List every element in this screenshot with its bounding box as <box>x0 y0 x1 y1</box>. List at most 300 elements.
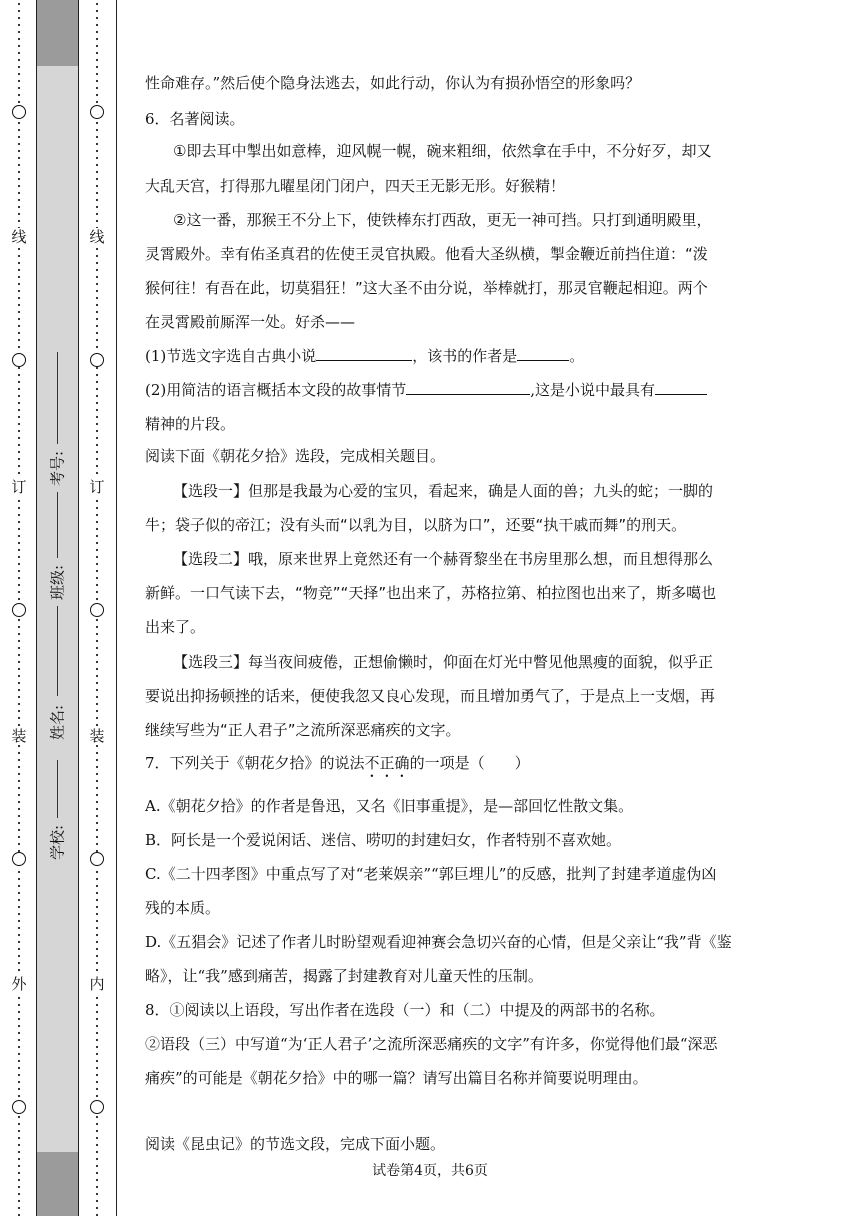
binding-border-right <box>78 0 79 1216</box>
outer-mark-ding: 订 <box>11 478 27 496</box>
dot <box>96 584 98 586</box>
dot <box>18 717 20 719</box>
dot <box>18 402 20 404</box>
option-c[interactable]: C.《二十四孝图》中重点写了对“老莱娱亲”“郭巨埋儿”的反感，批判了封建孝道虚伪凶 <box>145 865 717 883</box>
dot <box>96 388 98 390</box>
option-a[interactable]: A.《朝花夕拾》的作者是鲁迅，又名《旧事重提》，是—部回忆性散文集。 <box>145 797 634 815</box>
dot <box>96 521 98 523</box>
excerpt-1-line: ①即去耳中掣出如意棒，迎风幌一幌，碗来粗细，依然拿在手中，不分好歹，却又 <box>173 142 712 160</box>
dot <box>96 339 98 341</box>
dot <box>18 395 20 397</box>
dot <box>96 1060 98 1062</box>
excerpt-2-line: 在灵霄殿前厮浑一处。好杀—— <box>145 313 356 331</box>
dot <box>96 514 98 516</box>
dot <box>18 416 20 418</box>
dot <box>96 647 98 649</box>
dot <box>96 1200 98 1202</box>
author-blank[interactable] <box>517 346 569 361</box>
dot <box>96 759 98 761</box>
question-6-1 <box>145 345 584 366</box>
dot <box>96 661 98 663</box>
q6-1-text-c: 。 <box>569 347 585 365</box>
dot <box>18 143 20 145</box>
dot <box>18 675 20 677</box>
dot <box>96 346 98 348</box>
dot <box>18 766 20 768</box>
dot <box>18 66 20 68</box>
inner-circle-1 <box>90 105 104 119</box>
outer-circle-2 <box>12 353 26 367</box>
dot <box>18 73 20 75</box>
dot <box>18 339 20 341</box>
dot <box>96 1011 98 1013</box>
dot <box>18 633 20 635</box>
school-blank[interactable] <box>57 760 58 818</box>
dot <box>18 871 20 873</box>
dot <box>96 745 98 747</box>
dot <box>18 1151 20 1153</box>
dot <box>18 661 20 663</box>
dot <box>96 87 98 89</box>
dot <box>96 913 98 915</box>
dot <box>96 955 98 957</box>
dot <box>96 255 98 257</box>
dot <box>18 640 20 642</box>
dot <box>18 836 20 838</box>
dot <box>18 94 20 96</box>
novel-name-blank[interactable] <box>316 346 412 361</box>
dot <box>18 304 20 306</box>
dot <box>18 24 20 26</box>
dot <box>18 311 20 313</box>
reading-intro: 阅读下面《朝花夕拾》选段，完成相关题目。 <box>145 447 446 465</box>
dot <box>96 283 98 285</box>
dot <box>96 395 98 397</box>
dot <box>96 507 98 509</box>
dot <box>96 1067 98 1069</box>
dot <box>96 185 98 187</box>
dot <box>96 675 98 677</box>
dot <box>18 892 20 894</box>
dot <box>18 1018 20 1020</box>
dot <box>96 192 98 194</box>
next-reading-intro: 阅读《昆虫记》的节选文段，完成下面小题。 <box>145 1135 446 1153</box>
dot <box>18 710 20 712</box>
dot <box>96 717 98 719</box>
dot <box>18 1004 20 1006</box>
exam-number-label: 考号: <box>48 450 67 487</box>
dot <box>18 584 20 586</box>
name-blank[interactable] <box>57 606 58 696</box>
dot <box>18 682 20 684</box>
binding-top-gray-bar <box>36 0 78 66</box>
question-6-title: 6．名著阅读。 <box>145 110 245 128</box>
dot <box>18 570 20 572</box>
dot <box>96 906 98 908</box>
plot-summary-blank[interactable] <box>406 380 530 395</box>
dot <box>18 213 20 215</box>
dot <box>18 1193 20 1195</box>
outer-mark-wai: 外 <box>11 975 27 993</box>
dot <box>18 619 20 621</box>
dot <box>18 269 20 271</box>
dot <box>96 458 98 460</box>
dot <box>96 157 98 159</box>
dot <box>18 136 20 138</box>
dot <box>18 423 20 425</box>
dot <box>96 577 98 579</box>
dot <box>96 801 98 803</box>
text-line: 性命难存。”然后使个隐身法逃去，如此行动，你认为有损孙悟空的形象吗？ <box>145 74 641 92</box>
dot <box>96 94 98 96</box>
dot <box>96 556 98 558</box>
dot <box>18 248 20 250</box>
dot <box>18 794 20 796</box>
dot <box>18 318 20 320</box>
dot <box>18 122 20 124</box>
class-blank[interactable] <box>57 492 58 558</box>
dot <box>96 304 98 306</box>
dot <box>18 1123 20 1125</box>
dot <box>18 458 20 460</box>
dot <box>18 199 20 201</box>
q6-2-text-a: (2)用简洁的语言概括本文段的故事情节 <box>145 381 407 399</box>
dot <box>96 563 98 565</box>
dot <box>96 871 98 873</box>
selection-2-line: 新鲜。一口气读下去，“物竞”“天择”也出来了，苏格拉第、柏拉图也出来了，斯多噶也 <box>145 584 717 602</box>
dot <box>18 206 20 208</box>
excerpt-2-line: 猴何往！有吾在此，切莫猖狂！”这大圣不由分说，举棒就打，那灵官鞭起相迎。两个 <box>145 279 708 297</box>
option-c-cont: 残的本质。 <box>145 899 221 917</box>
dot <box>96 325 98 327</box>
dot <box>18 1067 20 1069</box>
dot <box>96 199 98 201</box>
dot <box>96 276 98 278</box>
binding-border-left <box>36 0 37 1216</box>
dot <box>96 423 98 425</box>
dot <box>96 45 98 47</box>
dot <box>96 171 98 173</box>
dot <box>18 276 20 278</box>
q6-1-text-a: (1)节选文字选自古典小说 <box>145 347 317 365</box>
dot <box>96 451 98 453</box>
dot <box>18 1032 20 1034</box>
dot <box>96 808 98 810</box>
dot <box>96 164 98 166</box>
outer-mark-zhuang: 装 <box>11 727 27 745</box>
dot <box>18 129 20 131</box>
dot <box>96 969 98 971</box>
dot <box>18 3 20 5</box>
dot <box>96 878 98 880</box>
dot <box>18 1130 20 1132</box>
question-7 <box>145 752 530 781</box>
dot <box>96 150 98 152</box>
dot <box>18 591 20 593</box>
dot <box>18 80 20 82</box>
dot <box>96 710 98 712</box>
dot <box>96 31 98 33</box>
dot <box>96 927 98 929</box>
dot <box>18 500 20 502</box>
dot <box>18 1011 20 1013</box>
dot <box>96 689 98 691</box>
dot <box>18 1095 20 1097</box>
spirit-blank[interactable] <box>655 380 707 395</box>
selection-2-line: 出来了。 <box>145 618 206 636</box>
dot <box>96 696 98 698</box>
inner-circle-4 <box>90 852 104 866</box>
dot <box>96 570 98 572</box>
dot <box>18 801 20 803</box>
dot <box>96 269 98 271</box>
dot <box>96 668 98 670</box>
dot <box>18 1039 20 1041</box>
dot <box>96 934 98 936</box>
inner-mark-nei: 内 <box>89 975 105 993</box>
dot <box>18 752 20 754</box>
dot <box>18 934 20 936</box>
dot <box>18 38 20 40</box>
dot <box>96 248 98 250</box>
dot <box>96 1193 98 1195</box>
dot <box>18 262 20 264</box>
option-d[interactable]: D.《五猖会》记述了作者儿时盼望观看迎神赛会急切兴奋的心情，但是父亲让“我”背《鉴 <box>145 933 732 951</box>
dot <box>96 1144 98 1146</box>
dot <box>96 52 98 54</box>
dot <box>18 17 20 19</box>
q7-emphasis: 不正确 <box>364 754 410 772</box>
dot <box>18 906 20 908</box>
dot <box>96 836 98 838</box>
dot <box>96 948 98 950</box>
dot <box>18 45 20 47</box>
inner-circle-5 <box>90 1100 104 1114</box>
dot <box>18 220 20 222</box>
dot <box>18 164 20 166</box>
dot <box>96 535 98 537</box>
dot <box>18 101 20 103</box>
dot <box>18 703 20 705</box>
outer-circle-3 <box>12 603 26 617</box>
dot <box>96 682 98 684</box>
dot <box>96 444 98 446</box>
dot <box>96 1137 98 1139</box>
dot <box>96 500 98 502</box>
dot <box>96 1025 98 1027</box>
dot <box>18 1137 20 1139</box>
dot <box>18 437 20 439</box>
dot <box>96 430 98 432</box>
dot <box>18 1200 20 1202</box>
dot <box>18 696 20 698</box>
dot <box>18 297 20 299</box>
dot <box>18 528 20 530</box>
dot <box>96 640 98 642</box>
excerpt-2-line: ②这一番，那猴王不分上下，使铁棒东打西敌，更无一神可挡。只打到通明殿里， <box>173 211 712 229</box>
dot <box>96 1004 98 1006</box>
dot <box>96 787 98 789</box>
exam-number-blank[interactable] <box>57 352 58 444</box>
dot <box>96 780 98 782</box>
dot <box>18 647 20 649</box>
dot <box>18 472 20 474</box>
dot <box>96 549 98 551</box>
dot <box>96 815 98 817</box>
dot <box>18 948 20 950</box>
q6-1-text-b: ，该书的作者是 <box>412 347 518 365</box>
dot <box>96 591 98 593</box>
outer-mark-line: 线 <box>11 228 27 246</box>
dot <box>18 255 20 257</box>
dot <box>96 829 98 831</box>
selection-3-line: 【选段三】每当夜间疲倦，正想偷懒时，仰面在灯光中瞥见他黑瘦的面貌，似乎正 <box>173 653 714 671</box>
dot <box>18 178 20 180</box>
dot <box>96 38 98 40</box>
dot <box>18 514 20 516</box>
dot <box>96 962 98 964</box>
dot <box>96 892 98 894</box>
dot <box>18 1074 20 1076</box>
class-label: 班级: <box>48 564 67 601</box>
dot <box>96 136 98 138</box>
selection-3-line: 要说出抑扬顿挫的话来，便使我忽又良心发现，而且增加勇气了，于是点上一支烟，再 <box>145 687 716 705</box>
dot <box>18 577 20 579</box>
option-b[interactable]: B．阿长是一个爱说闲话、迷信、唠叨的封建妇女，作者特别不喜欢她。 <box>145 831 622 849</box>
dot <box>96 598 98 600</box>
dot <box>18 325 20 327</box>
q7-text-a: 7．下列关于《朝花夕拾》的说法 <box>145 754 365 772</box>
dot <box>18 1207 20 1209</box>
dot <box>96 143 98 145</box>
dot <box>18 598 20 600</box>
dot <box>18 941 20 943</box>
dot <box>96 262 98 264</box>
dot <box>18 1046 20 1048</box>
dot <box>96 724 98 726</box>
dot <box>18 1025 20 1027</box>
dot <box>96 332 98 334</box>
dot <box>96 1095 98 1097</box>
dot <box>18 808 20 810</box>
dot <box>18 10 20 12</box>
dot <box>18 1060 20 1062</box>
dot <box>96 1053 98 1055</box>
selection-3-line: 继续写些为“正人君子”之流所深恶痛疾的文字。 <box>145 721 461 739</box>
dot <box>96 1081 98 1083</box>
excerpt-2-line: 灵霄殿外。幸有佑圣真君的佐使王灵官执殿。他看大圣纵横，掣金鞭近前挡住道：“泼 <box>145 245 708 263</box>
dot <box>18 542 20 544</box>
dot <box>96 619 98 621</box>
inner-circle-3 <box>90 603 104 617</box>
dot <box>18 969 20 971</box>
dot <box>18 899 20 901</box>
dot <box>96 220 98 222</box>
dot <box>96 206 98 208</box>
school-label: 学校: <box>48 824 67 861</box>
dot <box>96 80 98 82</box>
dot <box>18 780 20 782</box>
dot <box>18 563 20 565</box>
selection-1-line: 【选段一】但那是我最为心爱的宝贝，看起来，确是人面的兽；九头的蛇；一脚的 <box>173 482 714 500</box>
dot <box>96 626 98 628</box>
dot <box>96 1039 98 1041</box>
dot <box>18 787 20 789</box>
dot <box>96 409 98 411</box>
dot <box>18 192 20 194</box>
dot <box>96 899 98 901</box>
dot <box>96 101 98 103</box>
dot <box>96 367 98 369</box>
inner-mark-ding: 订 <box>89 478 105 496</box>
dot <box>96 3 98 5</box>
dot <box>18 185 20 187</box>
dot <box>18 745 20 747</box>
dot <box>96 633 98 635</box>
dot <box>18 668 20 670</box>
dot <box>96 374 98 376</box>
dot <box>96 129 98 131</box>
dot <box>18 430 20 432</box>
dot <box>18 444 20 446</box>
dot <box>96 843 98 845</box>
dot <box>96 10 98 12</box>
dot <box>96 752 98 754</box>
dot <box>96 17 98 19</box>
selection-2-line: 【选段二】哦，原来世界上竟然还有一个赫胥黎坐在书房里那么想，而且想得那么 <box>173 550 714 568</box>
inner-circle-2 <box>90 353 104 367</box>
dot <box>18 521 20 523</box>
dot <box>18 556 20 558</box>
dot <box>96 66 98 68</box>
question-8-part-2-cont: 痛疾”的可能是《朝花夕拾》中的哪一篇？请写出篇目名称并简要说明理由。 <box>145 1069 648 1087</box>
dot <box>96 381 98 383</box>
dot <box>18 367 20 369</box>
dot <box>96 213 98 215</box>
dot <box>18 962 20 964</box>
dot <box>96 122 98 124</box>
dot <box>18 626 20 628</box>
dot <box>96 1207 98 1209</box>
dot <box>18 59 20 61</box>
dot <box>18 535 20 537</box>
q6-2-text-b: ,这是小说中最具有 <box>530 381 656 399</box>
dot <box>96 703 98 705</box>
dot <box>96 941 98 943</box>
dot <box>96 297 98 299</box>
dot <box>18 773 20 775</box>
dot <box>18 409 20 411</box>
dot <box>18 52 20 54</box>
dot <box>18 171 20 173</box>
dot <box>18 451 20 453</box>
excerpt-1-line: 大乱天宫，打得那九曜星闭门闭户，四天王无影无形。好猴精！ <box>145 177 566 195</box>
question-8-part-2: ②语段（三）中写道“为‘正人君子’之流所深恶痛疾的文字”有许多，你觉得他们最“深恶 <box>145 1035 718 1053</box>
dot <box>18 346 20 348</box>
dot <box>18 878 20 880</box>
dot <box>96 318 98 320</box>
dot <box>96 1032 98 1034</box>
dot <box>18 1088 20 1090</box>
dot <box>18 150 20 152</box>
name-label: 姓名: <box>48 704 67 741</box>
dot <box>96 766 98 768</box>
dot <box>18 759 20 761</box>
dot <box>96 290 98 292</box>
dot <box>18 157 20 159</box>
dot <box>96 416 98 418</box>
dot <box>18 955 20 957</box>
